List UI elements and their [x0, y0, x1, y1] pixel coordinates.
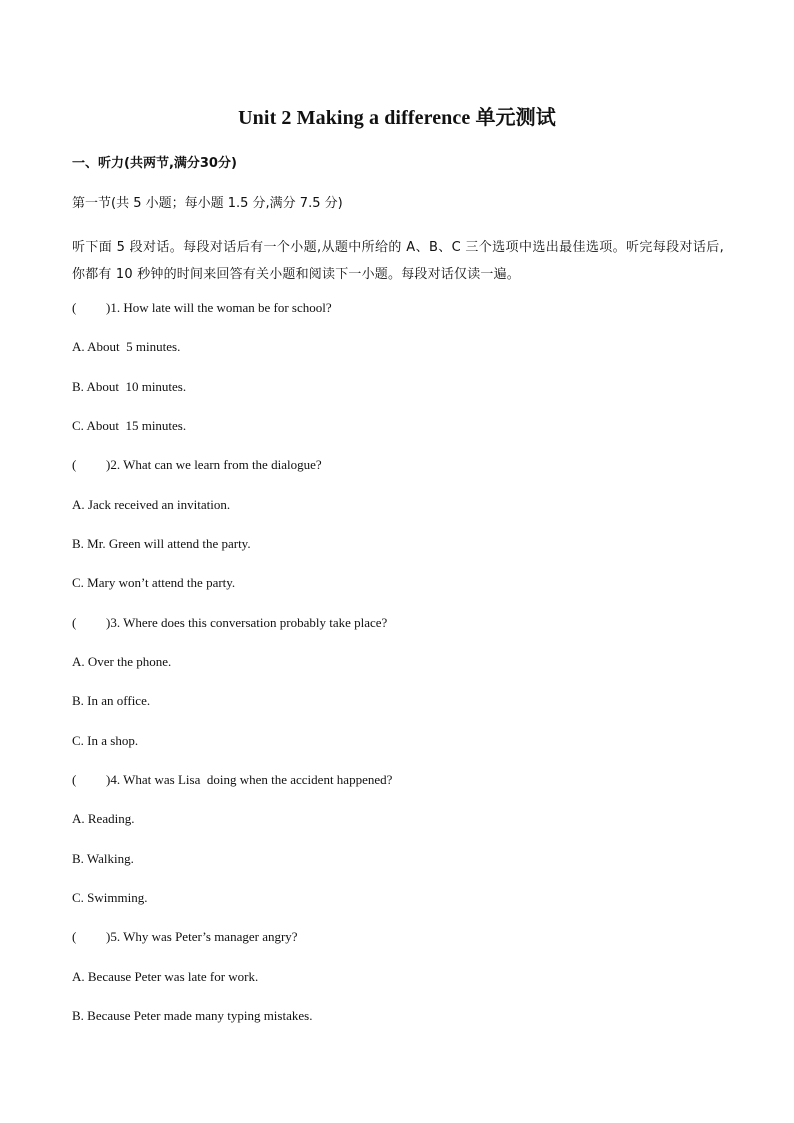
- question-1-option-b: B. About 10 minutes.: [72, 379, 187, 394]
- question-4-option-c: C. Swimming.: [72, 890, 148, 905]
- answer-paren: (: [72, 772, 77, 787]
- question-1-stem: [72, 299, 332, 317]
- question-3-option-c: C. In a shop.: [72, 733, 139, 748]
- question-3-option-b: B. In an office.: [72, 693, 151, 708]
- question-5-option-b: B. Because Peter made many typing mistakes.: [72, 1008, 313, 1023]
- question-4-option-b: B. Walking.: [72, 851, 134, 866]
- question-3-option-a: A. Over the phone.: [72, 654, 172, 669]
- question-4-option-a: A. Reading.: [72, 811, 135, 826]
- question-text: )4. What was Lisa doing when the accident happened?: [106, 772, 393, 787]
- answer-paren: (: [72, 615, 77, 630]
- part-heading: 第一节(共 5 小题；每小题 1.5 分,满分 7.5 分): [72, 196, 343, 211]
- question-text: )5. Why was Peter’s manager angry?: [106, 929, 298, 944]
- question-2-stem: [72, 456, 322, 474]
- question-3-stem: [72, 614, 387, 632]
- question-5-stem: [72, 928, 298, 946]
- question-text: )3. Where does this conversation probably take place?: [106, 615, 388, 630]
- instructions-paragraph: 听下面 5 段对话。每段对话后有一个小题,从题中所给的 A、B、C 三个选项中选出最佳选项。听完每段对话后,你都有 10 秒钟的时间来回答有关小题和阅读下一小题。每段对话仅读一遍。: [72, 240, 724, 282]
- question-5-option-a: A. Because Peter was late for work.: [72, 969, 259, 984]
- answer-paren: (: [72, 929, 77, 944]
- answer-paren: (: [72, 300, 77, 315]
- question-2-option-a: A. Jack received an invitation.: [72, 497, 231, 512]
- question-4-stem: [72, 771, 392, 789]
- answer-paren: (: [72, 457, 77, 472]
- question-2-option-c: C. Mary won’t attend the party.: [72, 575, 236, 590]
- question-1-option-c: C. About 15 minutes.: [72, 418, 187, 433]
- question-text: )2. What can we learn from the dialogue?: [106, 457, 322, 472]
- section-heading: 一、听力(共两节,满分30分): [72, 156, 237, 171]
- document-title: Unit 2 Making a difference 单元测试: [238, 107, 556, 129]
- question-2-option-b: B. Mr. Green will attend the party.: [72, 536, 251, 551]
- question-1-option-a: A. About 5 minutes.: [72, 339, 181, 354]
- question-text: )1. How late will the woman be for school?: [106, 300, 332, 315]
